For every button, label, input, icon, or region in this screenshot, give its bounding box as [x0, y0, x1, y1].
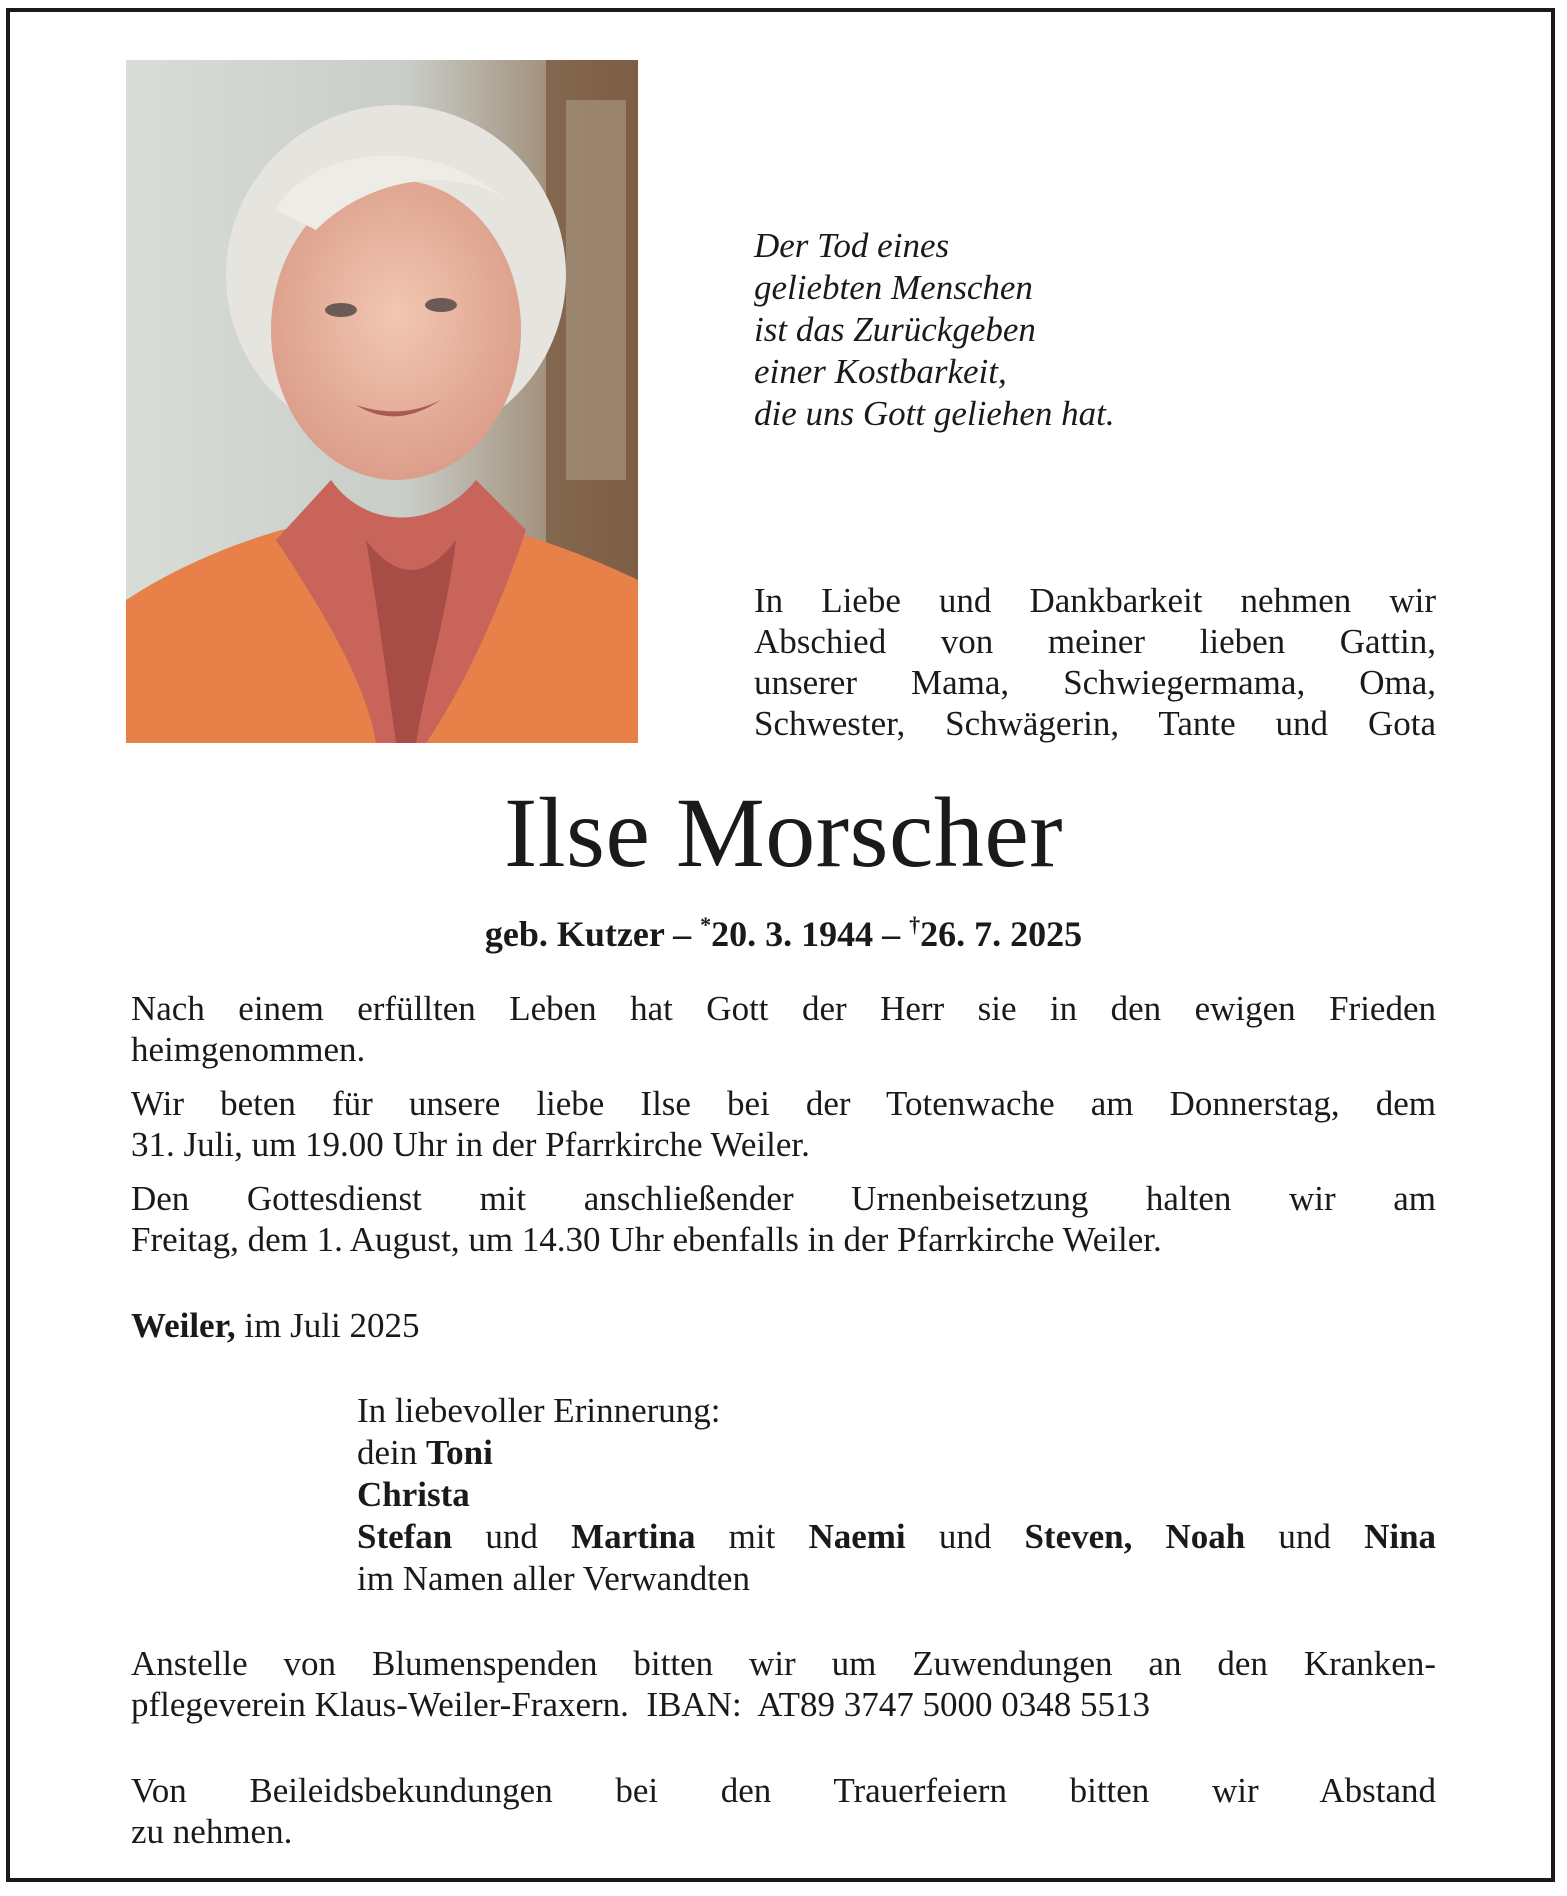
paragraph-line: Den Gottesdienst mit anschließender Urnenbeisetzung halten wir am — [131, 1179, 1436, 1218]
paragraph-line: Wir beten für unsere liebe Ilse bei der Totenwache am Donnerstag, dem — [131, 1084, 1436, 1123]
mourner-name: Christa — [357, 1475, 470, 1514]
death-date: 26. 7. 2025 — [920, 914, 1083, 954]
signoff-text: und — [452, 1517, 572, 1556]
intro-line: Abschied von meiner lieben Gattin, — [754, 622, 1436, 661]
quote-line: Der Tod eines — [754, 226, 950, 265]
paragraph-donation — [131, 1643, 1436, 1725]
quote-line: die uns Gott geliehen hat. — [754, 394, 1115, 433]
paragraph-line: zu nehmen. — [131, 1812, 293, 1851]
signoff-line-husband — [357, 1432, 1436, 1474]
place-town: Weiler, — [131, 1306, 236, 1345]
paragraph-peace — [131, 988, 1436, 1070]
place-date — [131, 1305, 1436, 1346]
signoff-text: dein — [357, 1433, 427, 1472]
signoff-text: und — [1245, 1517, 1365, 1556]
signoff-line-daughter — [357, 1474, 1436, 1516]
paragraph-line: 31. Juli, um 19.00 Uhr in der Pfarrkirche Weiler. — [131, 1125, 810, 1164]
paragraph-line: heimgenommen. — [131, 1030, 366, 1069]
dash-separator: – — [882, 914, 901, 954]
signoff-text: mit — [695, 1517, 809, 1556]
portrait-photo — [126, 60, 638, 743]
mourner-name: Naemi — [808, 1517, 906, 1556]
mourner-name: Toni — [426, 1433, 493, 1472]
dash-separator: – — [673, 914, 692, 954]
life-dates — [0, 903, 1567, 956]
signoff-line-family — [357, 1516, 1436, 1558]
signoff-text: und — [905, 1517, 1025, 1556]
mourner-name: Martina — [571, 1517, 696, 1556]
intro-line: unserer Mama, Schwiegermama, Oma, — [754, 663, 1436, 702]
paragraph-wake — [131, 1083, 1436, 1165]
mourner-name: Nina — [1364, 1517, 1437, 1556]
signoff-closing: im Namen aller Verwandten — [357, 1559, 750, 1598]
place-month: im Juli 2025 — [235, 1306, 420, 1345]
intro-block — [754, 580, 1436, 744]
birth-symbol: * — [700, 912, 712, 937]
mourner-name: Steven, Noah — [1024, 1517, 1246, 1556]
quote-line: ist das Zurückgeben — [754, 310, 1036, 349]
portrait-illustration — [126, 60, 638, 743]
paragraph-line: Nach einem erfüllten Leben hat Gott der Herr sie in den ewigen Frieden — [131, 989, 1436, 1028]
intro-line: Schwester, Schwägerin, Tante und Gota — [754, 704, 1436, 743]
birth-name: geb. Kutzer — [484, 914, 665, 954]
paragraph-condolences — [131, 1770, 1436, 1852]
mourner-name: Stefan — [357, 1517, 453, 1556]
quote-line: geliebten Menschen — [754, 268, 1033, 307]
birth-date: 20. 3. 1944 — [711, 914, 874, 954]
paragraph-line: Anstelle von Blumenspenden bitten wir um Zuwendungen an den Kranken- — [131, 1644, 1436, 1683]
paragraph-service — [131, 1178, 1436, 1260]
signoff-block — [357, 1390, 1436, 1600]
paragraph-line: Von Beileidsbekundungen bei den Trauerfeiern bitten wir Abstand — [131, 1771, 1436, 1810]
paragraph-line: Freitag, dem 1. August, um 14.30 Uhr ebenfalls in der Pfarrkirche Weiler. — [131, 1220, 1162, 1259]
deceased-name: Ilse Morscher — [503, 777, 1064, 888]
quote-line: einer Kostbarkeit, — [754, 352, 1007, 391]
death-symbol: † — [909, 912, 921, 937]
quote-block — [754, 225, 1115, 435]
intro-line: In Liebe und Dankbarkeit nehmen wir — [754, 581, 1436, 620]
signoff-heading: In liebevoller Erinnerung: — [357, 1391, 721, 1430]
paragraph-line: pflegeverein Klaus-Weiler-Fraxern. IBAN: AT89 3747 5000 0348 5513 — [131, 1685, 1151, 1724]
